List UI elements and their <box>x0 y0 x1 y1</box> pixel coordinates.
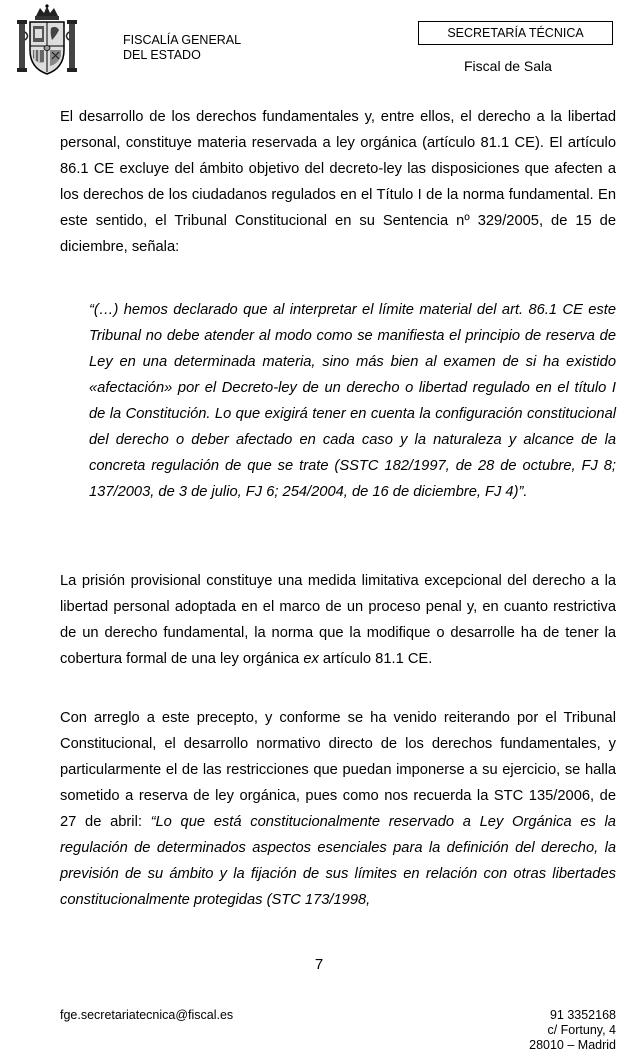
paragraph-2 <box>60 568 616 672</box>
organization-name <box>123 33 241 63</box>
paragraph-2-end: artículo 81.1 CE. <box>318 651 433 667</box>
footer-city: 28010 – Madrid <box>529 1038 616 1052</box>
footer-address <box>529 1008 616 1053</box>
footer-phone: 91 3352168 <box>549 1008 616 1022</box>
paragraph-3-quote: “Lo que está constitucionalmente reservado a Ley Orgánica es la regulación de determinados aspectos esenciales para la definición del derecho, la previsión de su ámbito y la fijación de sus límites en relación con otras libertades constitucionalmente protegidas (STC 173/1998, <box>60 814 616 908</box>
page-number: 7 <box>314 956 324 973</box>
paragraph-1: El desarrollo de los derechos fundamentales y, entre ellos, el derecho a la libertad personal, constituye materia reservada a ley orgánica (artículo 81.1 CE). El artículo 86.1 CE excluye del ámbito objetivo del decreto-ley las disposiciones que afecten a los derechos de los ciudadanos regulados en el Título I de la norma fundamental. En este sentido, el Tribunal Constitucional en su Sentencia nº 329/2005, de 15 de diciembre, señala: <box>60 109 616 255</box>
latin-term: ex <box>303 651 319 667</box>
paragraph-2-text: La prisión provisional constituye una medida limitativa excepcional del derecho a la libertad personal adoptada en el marco de un proceso penal y, en cuanto restrictiva de un derecho fundamental, la norma que la modifique o desarrolle ha de tener la cobertura formal de una ley orgánica <box>60 573 616 667</box>
footer-street: c/ Fortuny, 4 <box>547 1023 616 1037</box>
org-line-2: DEL ESTADO <box>123 48 201 62</box>
footer-email[interactable]: fge.secretariatecnica@fiscal.es <box>60 1008 234 1022</box>
paragraph-3 <box>60 705 616 913</box>
coat-of-arms-icon <box>16 4 78 80</box>
paragraph-3-text: Con arreglo a este precepto, y conforme se ha venido reiterando por el Tribunal Constitucional, el desarrollo normativo directo de los derechos fundamentales, y particularmente el de las restricciones que puedan imponerse a su ejercicio, se halla sometido a reserva de ley orgánica, pues como nos recuerda la STC 135/2006, de 27 de abril: <box>60 710 616 830</box>
org-line-1: FISCALÍA GENERAL <box>123 33 242 47</box>
quotation-block: “(…) hemos declarado que al interpretar el límite material del art. 86.1 CE este Tribunal no debe atender al modo como se manifiesta el principio de reserva de Ley en una determinada materia, sino más bien al examen de si ha existido «afectación» por el Decreto-ley de un derecho o libertad regulado en el título I de la Constitución. Lo que exigirá tener en cuenta la configuración constitucional del derecho o deber afectado en cada caso y la naturaleza y alcance de la concreta regulación de que se trate (SSTC 182/1997, de 28 de octubre, FJ 8; 137/2003, de 3 de julio, FJ 6; 254/2004, de 16 de diciembre, FJ 4)”. <box>89 302 616 500</box>
fiscal-label: Fiscal de Sala <box>464 58 552 74</box>
secretaria-label: SECRETARÍA TÉCNICA <box>418 21 613 45</box>
